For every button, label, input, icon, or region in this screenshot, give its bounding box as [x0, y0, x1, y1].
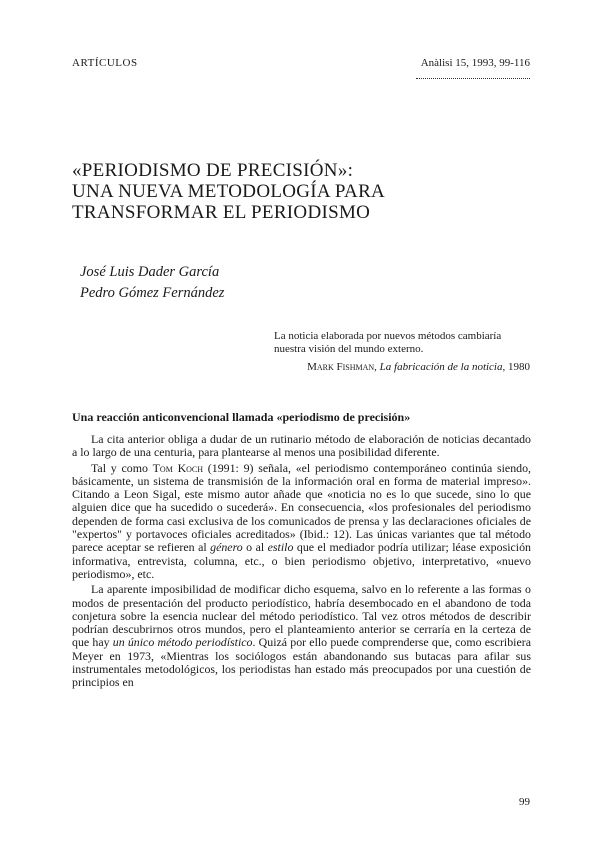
- p2-text-e: o al: [242, 540, 268, 555]
- p2-emphasis-estilo: estilo: [267, 540, 294, 555]
- p3-text-c: . Quizá por ello puede comprenderse que, como escribiera Meyer en 1973, «Mientras los sociólogos están abandonando sus butacas para afilar sus instrumentales metodológicos, los periodistas han estado más preocupados por una cuestión de principios en: [72, 635, 531, 690]
- article-title: [72, 160, 512, 223]
- paragraph-3: [72, 583, 531, 689]
- epigraph-quote: La noticia elaborada por nuevos métodos cambiaría nuestra visión del mundo externo.: [274, 330, 502, 355]
- epigraph-work: La fabricación de la noticia: [379, 361, 503, 373]
- body-text: [72, 433, 531, 692]
- author-2: Pedro Gómez Fernández: [80, 285, 225, 301]
- p3-text-a: La aparente imposibilidad de modificar dicho esquema, salvo en lo referente a las formas o modos de presentación del producto periodístico, habría desembocado en el abandono de toda conjetura sobre la esencia nuclear del método periodístico. Tal vez otros métodos de describir podrían descubrirnos otros mundos, pero el planteamiento anterior se cerraría en la certeza de que hay: [72, 582, 531, 650]
- title-line-2: UNA NUEVA METODOLOGÍA PARA: [72, 181, 386, 202]
- p3-emphasis-metodo: un único método periodístico: [112, 635, 253, 650]
- journal-citation: Anàlisi 15, 1993, 99-116: [420, 57, 530, 69]
- section-heading: Una reacción anticonvencional llamada «periodismo de precisión»: [72, 410, 411, 424]
- authors: [80, 262, 224, 304]
- paragraph-1: La cita anterior obliga a dudar de un rutinario método de elaboración de noticias decantado a lo largo de una centuria, para plantearse al menos una posibilidad diferente.: [72, 432, 531, 460]
- epigraph-author: Mark Fishman: [307, 361, 375, 373]
- paragraph-2: [72, 462, 531, 582]
- header-rule: [416, 78, 530, 79]
- cited-author-koch: Tom Koch: [152, 460, 204, 475]
- title-line-3: TRANSFORMAR EL PERIODISMO: [72, 202, 371, 223]
- p2-text-a: Tal y como: [91, 460, 153, 475]
- p2-emphasis-genero: género: [210, 540, 243, 555]
- epigraph-attribution: Mark Fishman, La fabricación de la noticia, 1980: [307, 361, 530, 373]
- p2-text-g: que el mediador podría utilizar; léase exposición informativa, entrevista, columna, etc., o bien periodismo objetivo, interpretativo, «nuevo periodismo», etc.: [72, 540, 531, 581]
- title-line-1: «PERIODISMO DE PRECISIÓN»:: [72, 160, 354, 181]
- author-1: José Luis Dader García: [80, 264, 220, 280]
- page-number: 99: [519, 796, 530, 808]
- journal-section-label: ARTÍCULOS: [72, 57, 138, 69]
- p2-text-c: (1991: 9) señala, «el periodismo contemporáneo continúa siendo, básicamente, un sistema de transmisión de la información oral en forma de material impreso». Citando a Leon Sigal, este mismo autor añade que «noticia no es lo que sucede, sino lo que alguien dice que ha sucedido o sucederá». En consecuencia, «los profesionales del periodismo dependen de forma casi exclusiva de los comunicados de prensa y las declaraciones oficiales de "expertos" y portavoces oficiales acreditados» (Ibid.: 12). Las únicas variantes que tal método parece aceptar se refieren al: [72, 460, 532, 555]
- epigraph-year: , 1980: [502, 361, 530, 373]
